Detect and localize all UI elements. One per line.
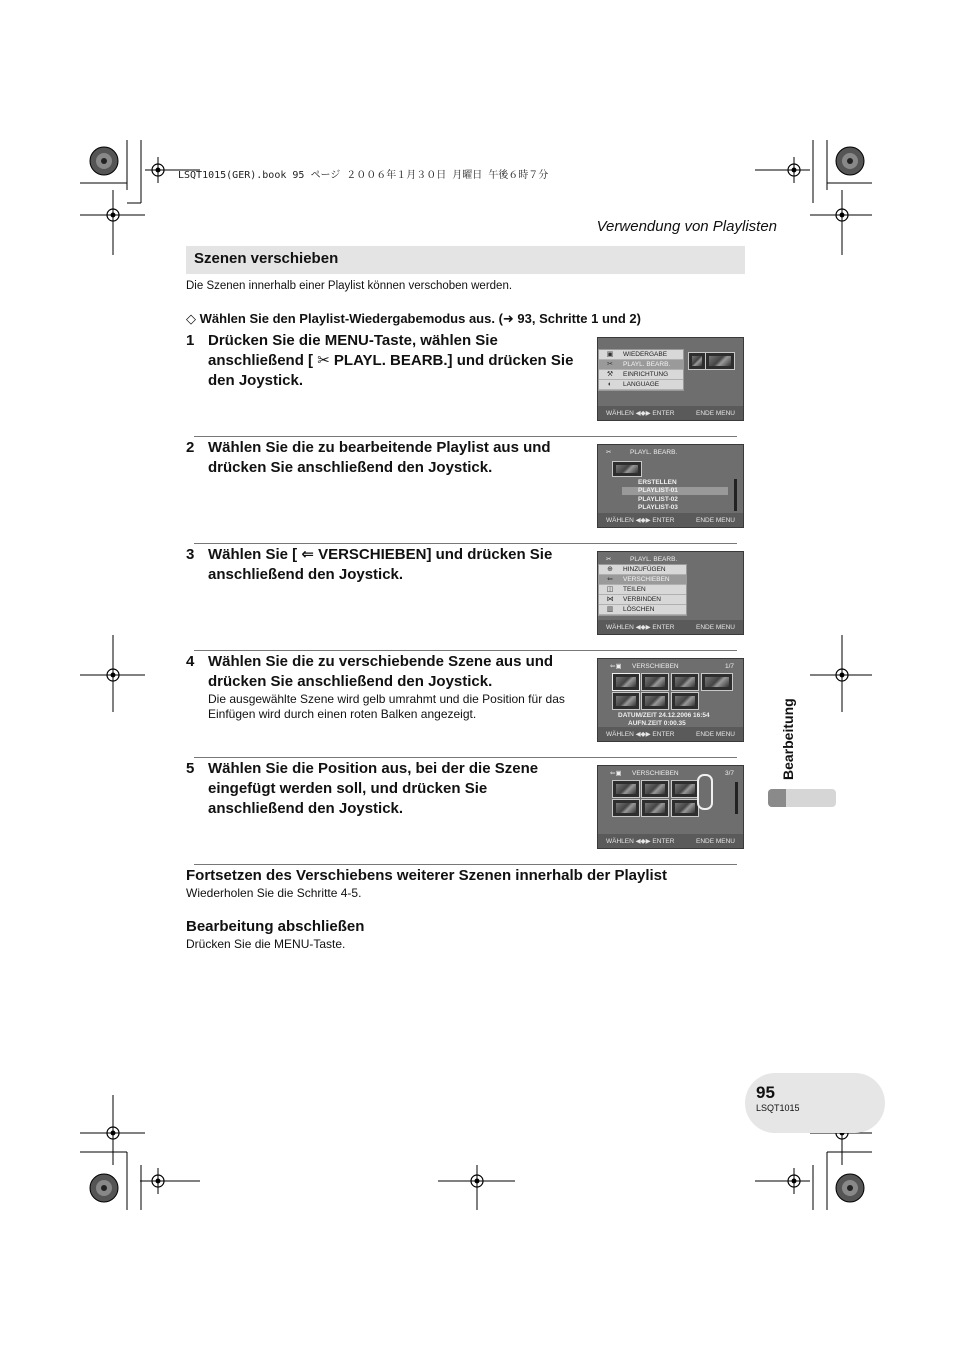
move-icon: ⇐▣ [610, 770, 622, 777]
divider [194, 436, 737, 437]
menu-item: ◫ TEILEN [599, 585, 686, 595]
thumbnail [671, 780, 699, 798]
screen-title: VERSCHIEBEN [632, 663, 679, 670]
thumbnail [688, 352, 706, 370]
menu-item: ⊕ HINZUFÜGEN [599, 565, 686, 575]
step-text: Wählen Sie die Position aus, bei der die Szene eingefügt werden soll, und drücken Sie anschließend den Joystick. [208, 760, 539, 817]
play-icon: ▣ [606, 351, 614, 358]
continue-heading: Fortsetzen des Verschiebens weiterer Szenen innerhalb der Playlist [186, 867, 668, 884]
page-number: 95 [756, 1083, 775, 1102]
scissors-icon: ✂ [607, 361, 613, 368]
screen-footer: WÄHLEN ◀◆▶ ENTER ENDE MENU [598, 406, 743, 420]
menu-item-selected: ⇐ VERSCHIEBEN [599, 575, 686, 585]
split-icon: ◫ [606, 586, 614, 593]
lcd-screen-playlists [597, 444, 744, 528]
print-header: LSQT1015(GER).book 95 ページ ２００６年１月３０日 月曜日 午後６時７分 [178, 170, 549, 181]
step-text: Wählen Sie [ ⇐ VERSCHIEBEN] und drücken Sie anschließend den Joystick. [208, 546, 553, 583]
menu-item-selected: ✂ PLAYL. BEARB. [599, 360, 683, 370]
combine-icon: ⋈ [606, 596, 614, 603]
screen-footer: WÄHLEN ◀◆▶ ENTER ENDE MENU [598, 620, 743, 634]
page-code: LSQT1015 [756, 1103, 800, 1113]
section-title: Szenen verschieben [194, 250, 339, 267]
date-time-readout: DATUM/ZEIT 24.12.2006 16:54 [618, 712, 710, 719]
thumbnail [641, 673, 669, 691]
running-title: Verwendung von Playlisten [596, 218, 777, 235]
diamond-icon: ◇ [186, 311, 196, 326]
step-number: 3 [186, 546, 195, 563]
thumbnail [641, 780, 669, 798]
tools-icon: ⚒ [606, 371, 614, 378]
lcd-screen-move-select [597, 658, 744, 742]
scene-counter: 1/7 [725, 663, 735, 670]
screen-footer: WÄHLEN ◀◆▶ ENTER ENDE MENU [598, 834, 743, 848]
thumbnail [612, 780, 640, 798]
insert-position-marker [697, 774, 713, 810]
menu-item: ▥ LÖSCHEN [599, 605, 686, 615]
lcd-screen-move-position [597, 765, 744, 849]
menu-item: ⚒ EINRICHTUNG [599, 370, 683, 380]
scrollbar [734, 479, 737, 511]
divider [194, 757, 737, 758]
thumbnail [641, 692, 669, 710]
menu-item: ⋈ VERBINDEN [599, 595, 686, 605]
screen-title: VERSCHIEBEN [632, 770, 679, 777]
thumbnail [705, 352, 735, 370]
menu-item: ◐ LANGUAGE [599, 380, 683, 390]
step-number: 5 [186, 760, 195, 777]
lcd-screen-edit-menu [597, 551, 744, 635]
thumbnail [671, 673, 699, 691]
language-icon: ◐ [607, 381, 613, 388]
side-tab: Bearbeitung [780, 698, 796, 780]
scissors-icon: ✂ [606, 556, 612, 563]
thumbnail [612, 692, 640, 710]
step-text: Drücken Sie die MENU-Taste, wählen Sie anschließend [ ✂ PLAYL. BEARB.] und drücken Sie den Joystick. [208, 332, 574, 389]
screen-footer: WÄHLEN ◀◆▶ ENTER ENDE MENU [598, 727, 743, 741]
scissors-icon: ✂ [606, 449, 612, 456]
thumbnail [612, 799, 640, 817]
finish-body: Drücken Sie die MENU-Taste. [186, 937, 346, 951]
menu-list [598, 564, 687, 616]
playlist-item: ERSTELLEN [638, 479, 677, 486]
step-text: Wählen Sie die zu bearbeitende Playlist aus und drücken Sie anschließend den Joystick. [208, 439, 551, 476]
side-tab-pill-marker [768, 789, 786, 807]
playlist-item-selected: PLAYLIST-01 [638, 487, 678, 494]
divider [194, 864, 737, 865]
divider [194, 543, 737, 544]
thumbnail [612, 461, 642, 477]
thumbnail [671, 799, 699, 817]
add-icon: ⊕ [607, 566, 613, 573]
screen-footer: WÄHLEN ◀◆▶ ENTER ENDE MENU [598, 513, 743, 527]
divider [194, 650, 737, 651]
move-icon: ⇐ [607, 576, 613, 583]
step-number: 4 [186, 653, 195, 670]
step-number: 1 [186, 332, 195, 349]
menu-list [598, 349, 684, 391]
continue-body: Wiederholen Sie die Schritte 4-5. [186, 886, 362, 900]
playlist-item: PLAYLIST-02 [638, 496, 678, 503]
step-note: Die ausgewählte Szene wird gelb umrahmt und die Position für das Einfügen wird durch einen roten Balken angezeigt. [208, 692, 565, 721]
screen-title: PLAYL. BEARB. [630, 449, 678, 456]
step-text: Wählen Sie die zu verschiebende Szene aus und drücken Sie anschließend den Joystick. [208, 653, 554, 690]
precondition [186, 311, 641, 327]
thumbnail-selected [612, 673, 640, 691]
move-icon: ⇐▣ [610, 663, 622, 670]
menu-item: ▣ WIEDERGABE [599, 350, 683, 360]
thumbnail [671, 692, 699, 710]
precondition-text: Wählen Sie den Playlist-Wiedergabemodus aus. (➜ 93, Schritte 1 und 2) [199, 311, 641, 326]
lcd-screen-menu [597, 337, 744, 421]
trash-icon: ▥ [606, 606, 614, 613]
rec-time-readout: AUFN.ZEIT 0:00.35 [628, 720, 686, 727]
finish-heading: Bearbeitung abschließen [186, 918, 365, 935]
screen-title: PLAYL. BEARB. [630, 556, 678, 563]
scrollbar [735, 782, 738, 814]
step-number: 2 [186, 439, 195, 456]
thumbnail [641, 799, 669, 817]
scene-counter: 3/7 [725, 770, 735, 777]
section-intro: Die Szenen innerhalb einer Playlist können verschoben werden. [186, 280, 513, 292]
thumbnail [701, 673, 733, 691]
playlist-item: PLAYLIST-03 [638, 504, 678, 511]
